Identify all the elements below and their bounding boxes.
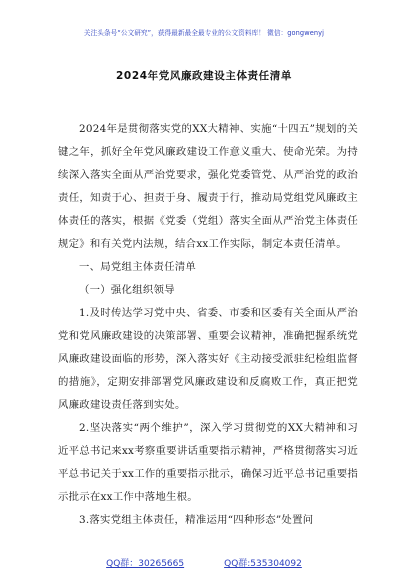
promo-banner-bottom: [0, 556, 408, 569]
list-item-1: 1.及时传达学习党中央、省委、市委和区委有关全面从严治党和党风廉政建设的决策部署、重要会议精神，准确把握系统党风廉政建设面临的形势，深入落实好《主动接受派驻纪检组监督的措施》，定期安排部署党风廉政建设和反腐败工作，真正把党风廉政建设责任落到实处。: [58, 307, 358, 411]
qq-group-1: QQ群：30265665: [106, 559, 185, 569]
intro-paragraph: 2024年是贯彻落实党的XX大精神、实施“十四五”规划的关键之年，抓好全年党风廉政建设工作意义重大、使命光荣。为持续深入落实全面从严治党要求，强化党委管党、从严治党的政治责任，知责于心、担责于身、履责于行，推动局党组党风廉政主体责任的落实，根据《党委（党组）落实全面从严治党主体责任规定》和有关党内法规，结合xx工作实际，制定本责任清单。: [58, 123, 358, 250]
document-title: 2024年党风廉政建设主体责任清单: [116, 70, 292, 82]
subsection-heading-1: （一）强化组织领导: [79, 284, 175, 296]
document-body: [58, 118, 358, 532]
list-item-2: 2.坚决落实“两个维护”，深入学习贯彻党的XX大精神和习近平总书记来xx考察重要讲话重要指示精神，严格贯彻落实习近平总书记关于xx工作的重要指示批示，确保习近平总书记重要指示批示在xx工作中落地生根。: [58, 422, 358, 503]
qq-group-2: QQ群:535304092: [224, 559, 302, 569]
list-item-3: 3.落实党组主体责任，精准运用“四种形态”处置问: [79, 514, 314, 526]
section-heading-1: 一、局党组主体责任清单: [79, 261, 197, 273]
promo-banner-text: 关注头条号“公文研究”，获得最新最全最专业的公文资料库！ 微信：gongwenyj: [83, 29, 325, 37]
promo-banner-top: [0, 27, 408, 37]
